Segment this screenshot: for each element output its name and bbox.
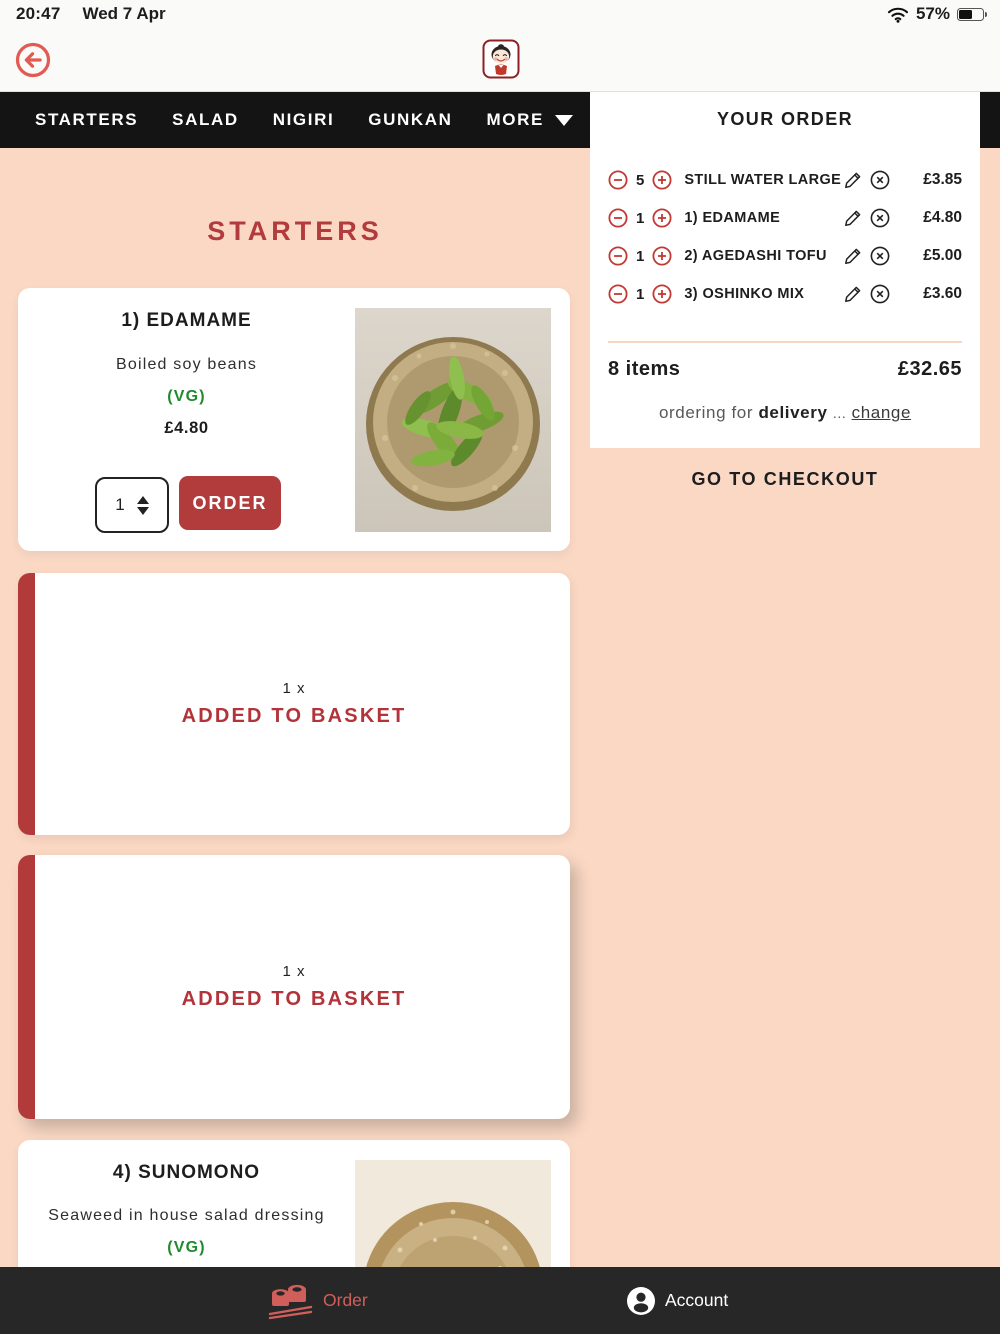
item-qty: 1 xyxy=(636,285,645,303)
quantity-stepper[interactable] xyxy=(95,477,169,533)
item-price: £4.80 xyxy=(923,209,962,226)
tab-account-label: Account xyxy=(665,1290,729,1310)
nav-item-nigiri[interactable]: NIGIRI xyxy=(272,110,335,129)
menu-item-card-edamame xyxy=(18,288,570,551)
tab-account[interactable] xyxy=(626,1267,728,1334)
ellipsis: ... xyxy=(832,405,847,421)
delivery-mode: delivery xyxy=(758,403,828,422)
increase-qty-button[interactable] xyxy=(652,246,672,266)
vegan-badge: (VG) xyxy=(167,388,206,405)
item-name: 2) AGEDASHI TOFU xyxy=(684,248,827,264)
item-name: 3) OSHINKO MIX xyxy=(684,286,805,302)
item-price: £3.60 xyxy=(923,285,962,302)
added-label: ADDED TO BASKET xyxy=(181,705,407,727)
added-indicator-bar xyxy=(18,573,35,835)
battery-icon xyxy=(957,8,984,21)
bottom-tab-bar xyxy=(0,1267,1000,1334)
edamame-photo xyxy=(355,308,551,532)
added-to-basket-card xyxy=(18,573,570,835)
edit-item-button[interactable] xyxy=(843,208,863,228)
change-delivery-link[interactable]: change xyxy=(851,403,912,422)
status-bar xyxy=(0,0,1000,28)
stepper-arrows-icon[interactable] xyxy=(137,496,149,515)
order-total: £32.65 xyxy=(897,358,962,380)
sushi-order-icon xyxy=(268,1282,314,1320)
go-to-checkout-button[interactable]: GO TO CHECKOUT xyxy=(691,469,879,489)
edit-item-button[interactable] xyxy=(843,284,863,304)
order-panel-title: YOUR ORDER xyxy=(716,109,853,129)
item-name: 1) EDAMAME xyxy=(684,210,781,226)
order-panel xyxy=(590,92,980,448)
remove-item-button[interactable] xyxy=(870,208,890,228)
item-qty: 1 xyxy=(636,247,645,265)
status-date: Wed 7 Apr xyxy=(82,4,166,23)
quantity-value: 1 xyxy=(115,495,125,514)
nav-more-label: MORE xyxy=(486,110,544,129)
top-chrome xyxy=(0,0,1000,92)
wifi-icon xyxy=(887,6,909,23)
edit-item-button[interactable] xyxy=(843,246,863,266)
items-count: 8 items xyxy=(608,358,681,380)
item-price: £5.00 xyxy=(923,247,962,264)
nav-item-gunkan[interactable]: GUNKAN xyxy=(368,110,453,129)
section-title: STARTERS xyxy=(207,216,383,246)
nav-item-salad[interactable]: SALAD xyxy=(172,110,239,129)
account-person-icon xyxy=(626,1286,656,1316)
restaurant-logo xyxy=(482,39,520,79)
item-qty: 5 xyxy=(636,171,645,189)
added-label: ADDED TO BASKET xyxy=(181,988,407,1010)
added-qty: 1 x xyxy=(282,963,306,980)
battery-percent: 57% xyxy=(915,4,950,23)
menu-item-name: 4) SUNOMONO xyxy=(112,1162,261,1183)
status-time: 20:47 xyxy=(16,4,61,23)
added-qty: 1 x xyxy=(282,680,306,697)
nav-item-starters[interactable]: STARTERS xyxy=(35,110,139,129)
remove-item-button[interactable] xyxy=(870,170,890,190)
item-name: STILL WATER LARGE xyxy=(684,172,842,188)
menu-item-description: Seaweed in house salad dressing xyxy=(48,1207,325,1224)
increase-qty-button[interactable] xyxy=(652,284,672,304)
order-totals xyxy=(608,358,962,381)
nav-item-more[interactable] xyxy=(486,110,572,130)
divider xyxy=(608,341,962,343)
menu-item-description: Boiled soy beans xyxy=(115,356,258,373)
delivery-mode-line xyxy=(590,403,980,423)
decrease-qty-button[interactable] xyxy=(608,284,628,304)
tab-order-label: Order xyxy=(323,1290,368,1310)
item-price: £3.85 xyxy=(923,171,962,188)
order-items-list xyxy=(608,161,962,313)
tab-order[interactable] xyxy=(268,1267,368,1334)
order-row xyxy=(608,275,962,313)
increase-qty-button[interactable] xyxy=(652,208,672,228)
edit-item-button[interactable] xyxy=(843,170,863,190)
order-row xyxy=(608,161,962,199)
added-indicator-bar xyxy=(18,855,35,1119)
vegan-badge: (VG) xyxy=(167,1239,206,1256)
back-button[interactable] xyxy=(14,41,52,79)
order-row xyxy=(608,237,962,275)
order-row xyxy=(608,199,962,237)
remove-item-button[interactable] xyxy=(870,246,890,266)
increase-qty-button[interactable] xyxy=(652,170,672,190)
added-to-basket-card xyxy=(18,855,570,1119)
ordering-for-label: ordering for xyxy=(658,403,754,422)
decrease-qty-button[interactable] xyxy=(608,208,628,228)
decrease-qty-button[interactable] xyxy=(608,246,628,266)
item-qty: 1 xyxy=(636,209,645,227)
chevron-down-icon xyxy=(555,115,573,126)
order-button[interactable]: ORDER xyxy=(179,476,281,530)
remove-item-button[interactable] xyxy=(870,284,890,304)
menu-item-price: £4.80 xyxy=(164,419,209,437)
menu-item-name: 1) EDAMAME xyxy=(121,310,252,331)
decrease-qty-button[interactable] xyxy=(608,170,628,190)
